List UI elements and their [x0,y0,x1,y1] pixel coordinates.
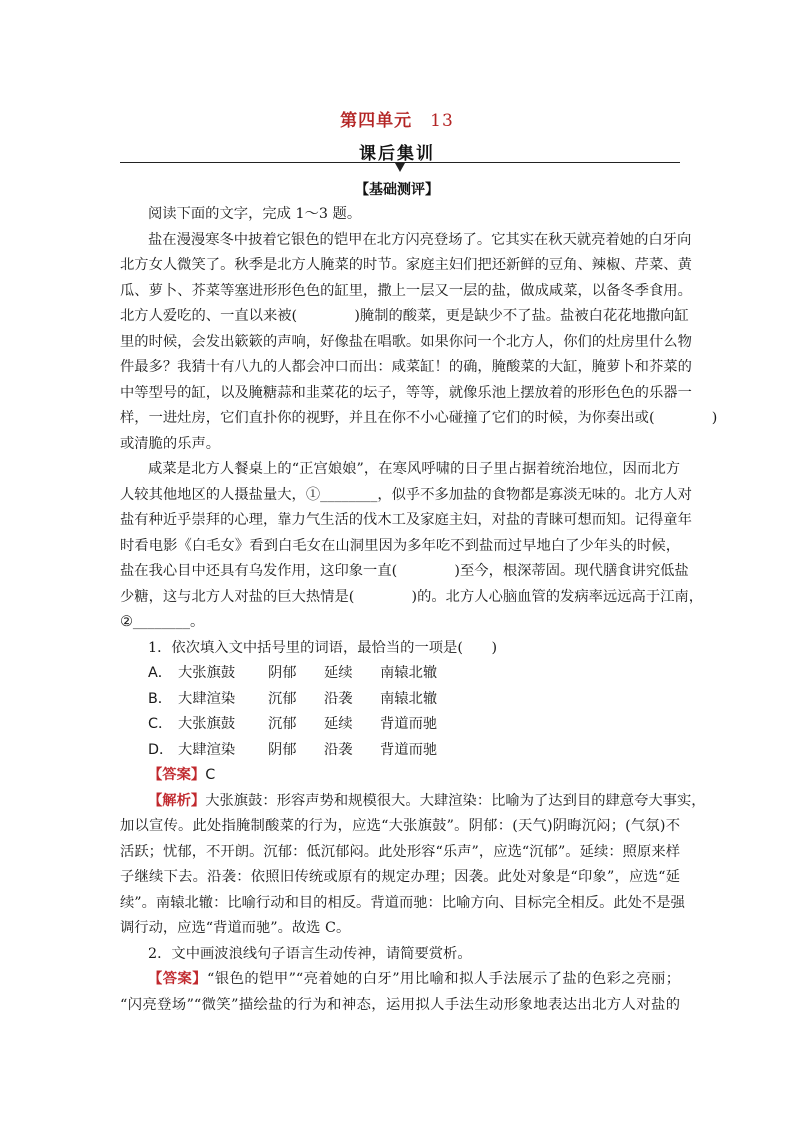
answer-text: “银色的铠甲”“亮着她的白牙”用比喻和拟人手法展示了盐的色彩之亮丽； [207,971,681,987]
passage-line: 盐在漫漫寒冬中披着它银色的铠甲在北方闪亮登场了。它其实在秋天就亮着她的白牙向 [148,231,692,248]
option-word: 沉郁 [268,716,297,732]
option-word: 南辕北辙 [380,690,438,707]
option-word: 大肆渲染 [178,741,236,758]
analysis-line: 调行动，应选“背道而驰”。故选 C。 [120,920,351,936]
option-letter: D． [148,741,174,758]
answer-value: C [205,767,216,783]
option-c [120,712,680,738]
analysis-line [120,789,706,815]
passage-line: 样，一进灶房，它们直扑你的视野，并且在你不小心碰撞了它们的时候，为你奏出或( ) [120,410,718,426]
passage-line: 北方人爱吃的、一直以来被( )腌制的酸菜，更是缺少不了盐。盐被白花花地撒向缸 [120,308,689,324]
answer-label: 【答案】 [148,767,206,783]
passage-line: 件最多？我猜十有八九的人都会冲口而出：咸菜缸！的确，腌酸菜的大缸，腌萝卜和芥菜的 [120,359,692,375]
option-word: 大张旗鼓 [178,716,236,732]
option-word: 阴郁 [268,741,297,758]
passage-line: 中等型号的缸，以及腌糖蒜和韭菜花的坛子，等等，就像乐池上摆放着的形形色色的乐器一 [120,384,692,401]
passage-line: 或清脆的乐声。 [120,435,221,452]
passage-line: ②________。 [120,614,205,630]
passage-line: 里的时候，会发出簌簌的声响，好像盐在唱歌。如果你问一个北方人，你们的灶房里什么物 [120,333,692,350]
option-word: 沿袭 [324,690,353,707]
option-d [120,738,680,764]
page-subtitle: 课后集训 [359,144,435,164]
option-word: 大张旗鼓 [178,665,236,681]
option-letter: B． [148,690,173,707]
question-1-stem: 1．依次填入文中括号里的词语，最恰当的一项是( ) [148,639,498,656]
lesson-number: 13 [430,111,454,131]
passage-line: 盐有种近乎崇拜的心理，靠力气生活的伐木工及家庭主妇，对盐的青睐可想而知。记得童年 [120,512,692,528]
passage-line: 时看电影《白毛女》看到白毛女在山洞里因为多年吃不到盐而过早地白了少年头的时候， [120,537,680,554]
intro-text: 阅读下面的文字，完成 1～3 题。 [148,206,362,222]
analysis-line: 子继续下去。沿袭：依照旧传统或原有的规定办理；因袭。此处对象是“印象”，应选“延 [120,869,680,885]
option-word: 背道而驰 [380,741,438,758]
option-word: 沿袭 [324,741,353,758]
answer-label: 【答案】 [148,971,208,987]
passage-line: 瓜、萝卜、芥菜等塞进形形色色的缸里，撒上一层又一层的盐，做成咸菜，以备冬季食用。 [120,282,692,299]
answer-1 [120,763,680,789]
document-body [120,202,718,1018]
option-b [120,687,680,713]
passage-line: 人较其他地区的人摄盐量大，①________，似乎不多加盐的食物都是寡淡无味的。北方人对 [120,486,692,503]
option-letter: A． [148,665,173,681]
passage-line: 咸菜是北方人餐桌上的“正宫娘娘”，在寒风呼啸的日子里占据着统治地位，因而北方 [148,461,680,477]
analysis-line: 加以宣传。此处指腌制酸菜的行为，应选“大张旗鼓”。阴郁：(天气)阴晦沉闷；(气氛)不 [120,818,680,834]
passage-line: 少糖，这与北方人对盐的巨大热情是( )的。北方人心脑血管的发病率远远高于江南， [120,588,704,605]
answer-2-line: “闪亮登场”“微笑”描绘盐的行为和神态，运用拟人手法生动形象地表达出北方人对盐的 [120,996,680,1013]
passage-line: 盐在我心目中还具有乌发作用，这印象一直( )至今，根深蒂固。现代膳食讲究低盐 [120,563,689,579]
analysis-text: 大张旗鼓：形容声势和规模很大。大肆渲染：比喻为了达到目的肆意夸大事实， [205,792,706,809]
unit-label: 第四单元 [340,111,413,131]
question-2-stem: 2．文中画波浪线句子语言生动传神，请简要赏析。 [148,945,472,962]
option-word: 大肆渲染 [178,690,236,707]
option-word: 延续 [324,716,353,732]
option-word: 沉郁 [268,690,297,707]
analysis-line: 续”。南辕北辙：比喻行动和目的相反。背道而驰：比喻方向、目标完全相反。此处不是强 [120,894,685,911]
option-word: 背道而驰 [380,716,438,732]
option-a [120,661,680,687]
analysis-line: 活跃；忧郁，不开朗。沉郁：低沉郁闷。此处形容“乐声”，应选“沉郁”。延续：照原来样 [120,843,680,860]
option-word: 南辕北辙 [380,665,438,681]
answer-2-line [120,967,680,993]
unit-title [0,106,794,131]
analysis-label: 【解析】 [148,792,206,809]
section-heading: 【基础测评】 [355,182,439,198]
passage-line: 北方女人微笑了。秋季是北方人腌菜的时节。家庭主妇们把还新鲜的豆角、辣椒、芹菜、黄 [120,257,692,273]
option-letter: C． [148,716,173,732]
option-word: 延续 [324,665,353,681]
option-word: 阴郁 [268,665,297,681]
down-triangle-icon [395,163,405,172]
